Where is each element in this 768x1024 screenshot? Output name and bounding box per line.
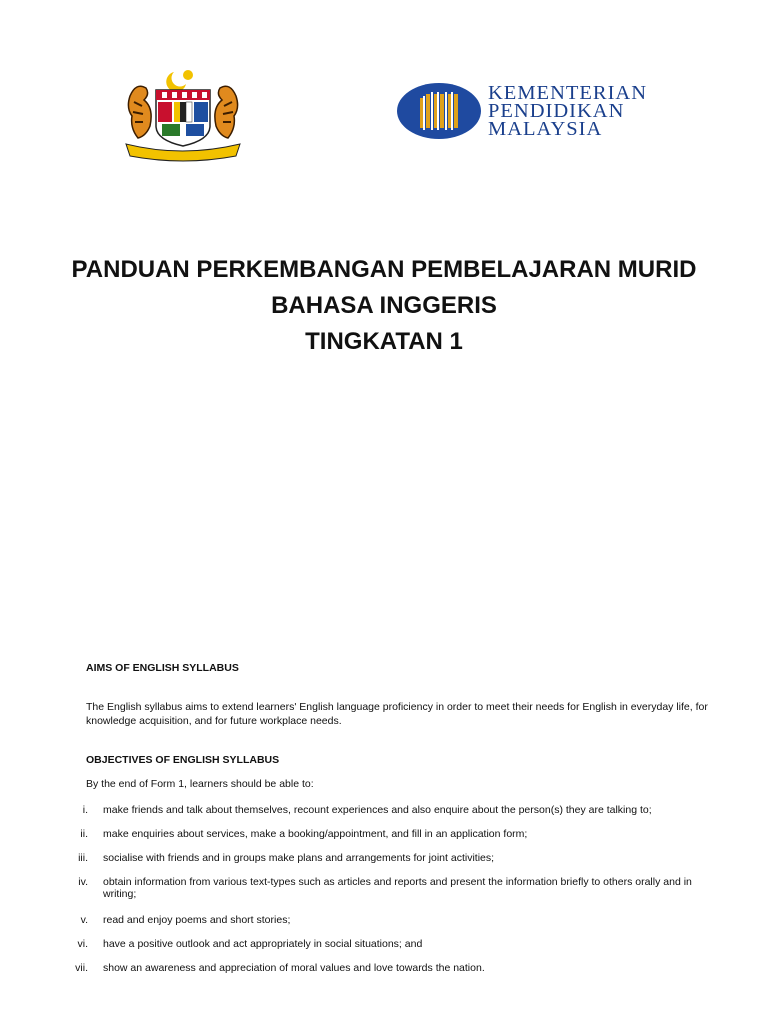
objective-text: read and enjoy poems and short stories; xyxy=(103,914,291,926)
objective-text: socialise with friends and in groups make plans and arrangements for joint activities; xyxy=(103,852,495,864)
objective-number: iii. xyxy=(78,852,88,864)
objective-number: vi. xyxy=(77,938,88,950)
ministry-name xyxy=(488,84,688,138)
aims-heading: AIMS OF ENGLISH SYLLABUS xyxy=(86,662,239,674)
objective-text: obtain information from various text-types such as articles and reports and present the information briefly to others orally and in writing; xyxy=(103,876,692,900)
objectives-heading: OBJECTIVES OF ENGLISH SYLLABUS xyxy=(86,754,280,766)
objectives-intro: By the end of Form 1, learners should be able to: xyxy=(86,778,314,790)
objective-text: make friends and talk about themselves, recount experiences and also enquire about the person(s) they are talking to; xyxy=(103,804,652,816)
objective-text: have a positive outlook and act appropriately in social situations; and xyxy=(103,938,423,950)
ministry-name-line: PENDIDIKAN xyxy=(488,100,625,122)
coat-of-arms-logo xyxy=(122,66,244,162)
objective-number: iv. xyxy=(78,876,88,888)
title-line: TINGKATAN 1 xyxy=(305,328,463,355)
objective-text: show an awareness and appreciation of moral values and love towards the nation. xyxy=(103,962,485,974)
document-title xyxy=(0,252,768,360)
objective-number: ii. xyxy=(80,828,88,840)
ministry-name-line: KEMENTERIAN xyxy=(488,82,648,104)
objective-text: make enquiries about services, make a booking/appointment, and fill in an application form; xyxy=(103,828,528,840)
objective-number: v. xyxy=(80,914,88,926)
objective-number: i. xyxy=(82,804,88,816)
objective-number: vii. xyxy=(75,962,88,974)
ministry-logo xyxy=(396,80,686,144)
ministry-emblem-icon xyxy=(396,82,482,140)
title-line: PANDUAN PERKEMBANGAN PEMBELAJARAN MURID xyxy=(71,256,697,283)
aims-paragraph: The English syllabus aims to extend learners' English language proficiency in order to meet their needs for English in everyday life, for knowledge acquisition, and for future workplace needs. xyxy=(86,701,708,727)
ministry-name-line: MALAYSIA xyxy=(488,118,603,140)
title-line: BAHASA INGGERIS xyxy=(271,292,497,319)
